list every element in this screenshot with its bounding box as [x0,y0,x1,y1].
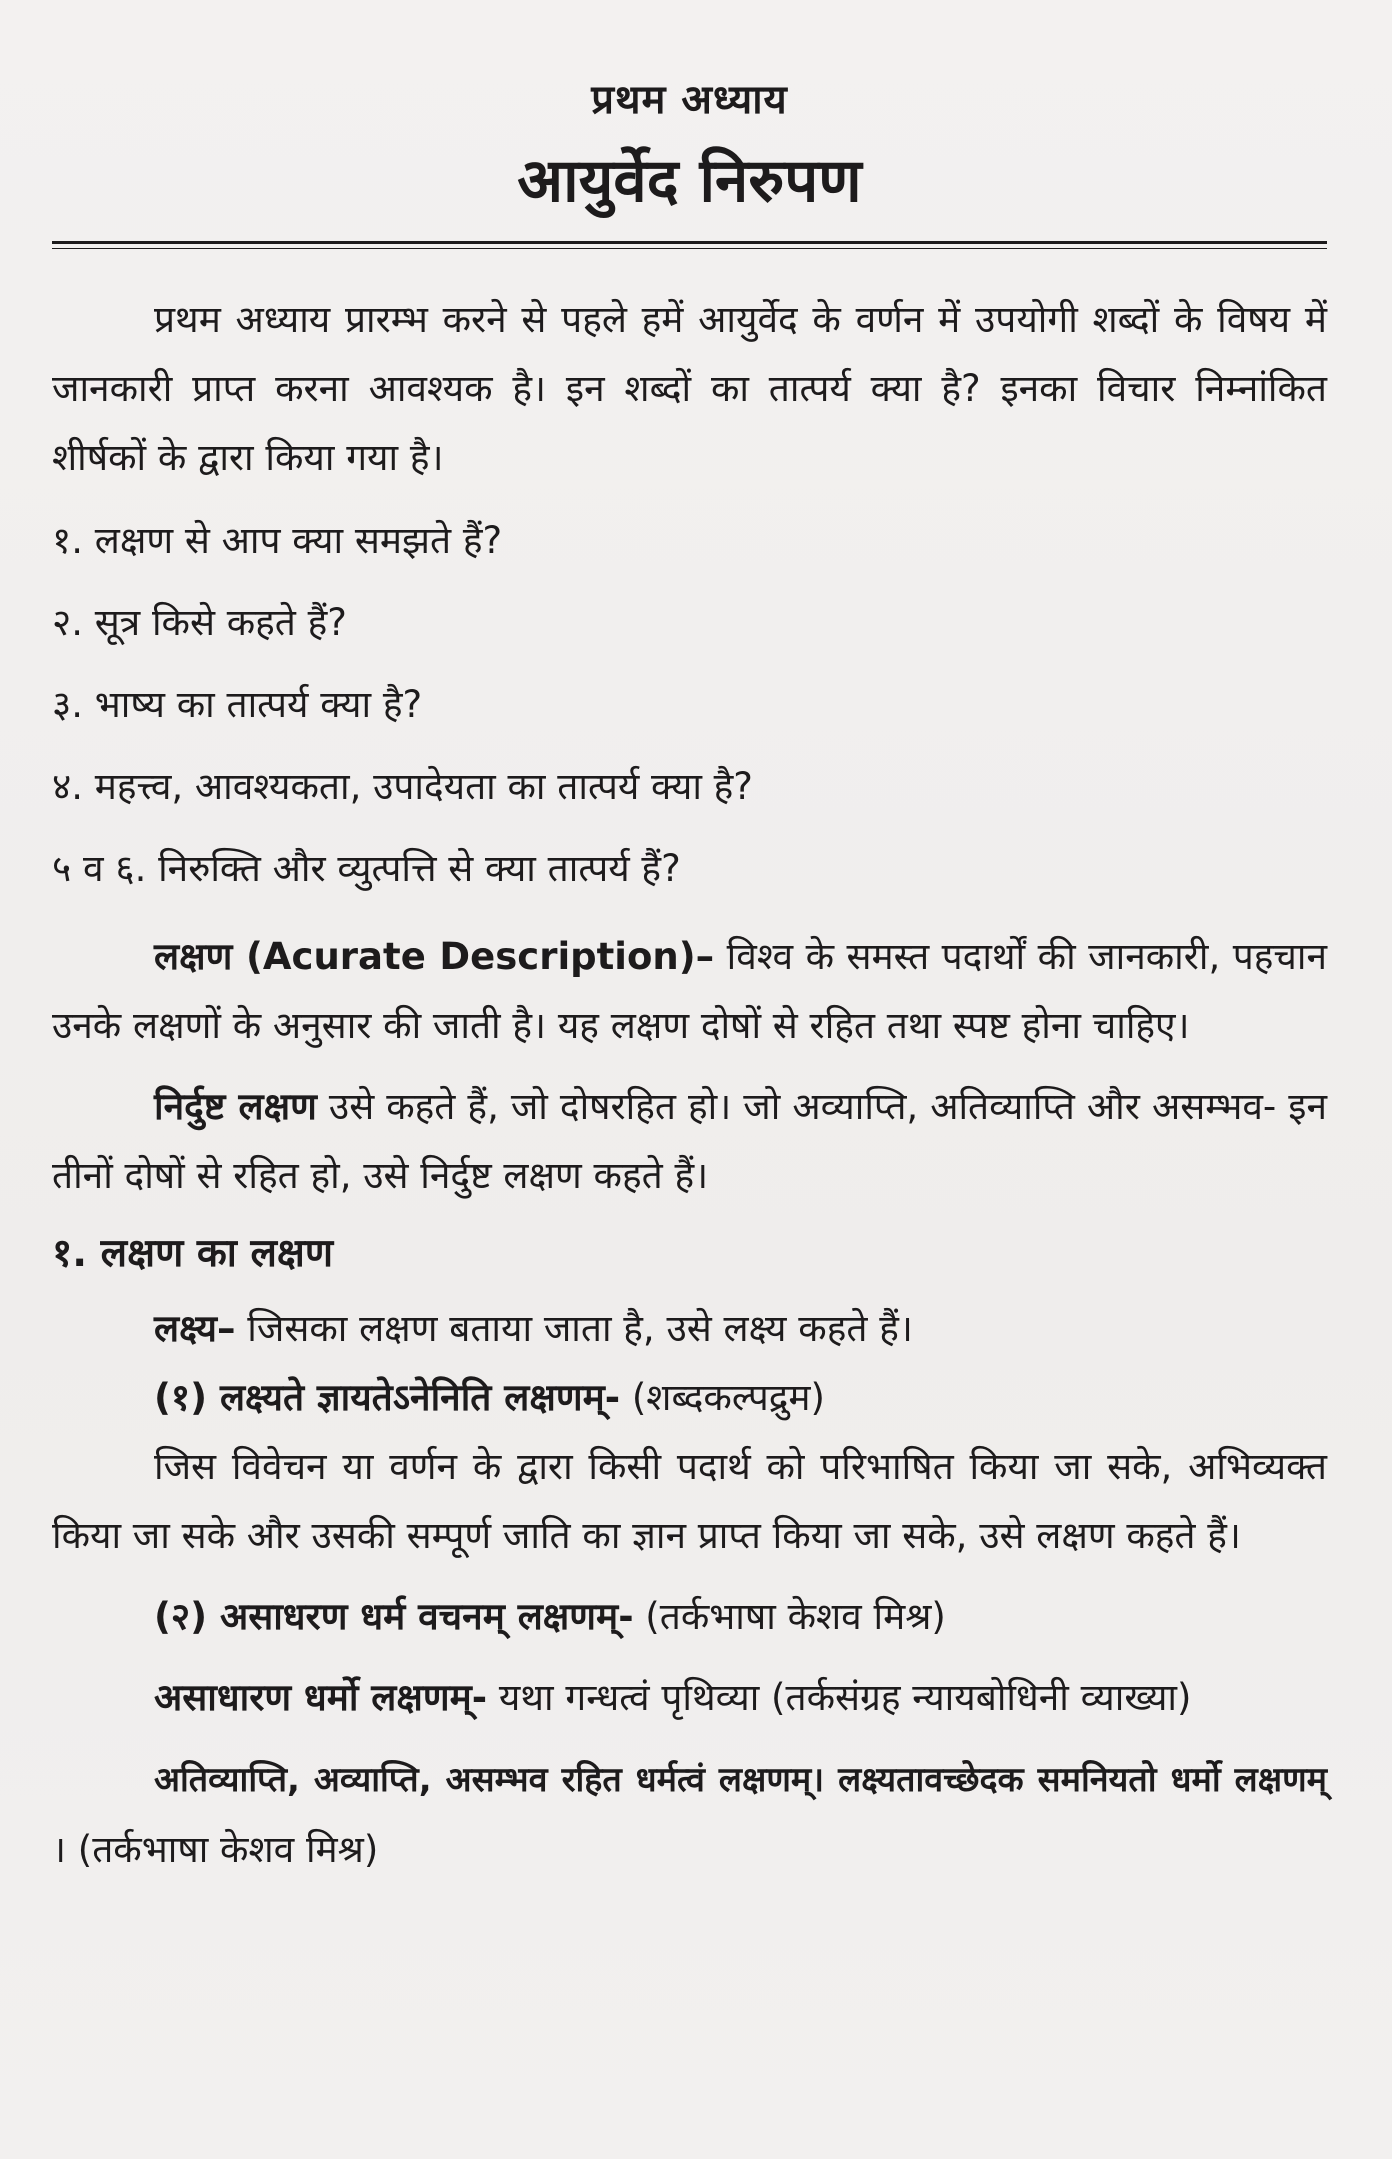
definition-1-explanation: जिस विवेचन या वर्णन के द्वारा किसी पदार्थ को परिभाषित किया जा सके, अभिव्यक्त किया जा सके और उसकी सम्पूर्ण जाति का ज्ञान प्राप्त किया जा सके, उसे लक्षण कहते हैं। [52,1445,1327,1557]
chapter-title: आयुर्वेद निरुपण [517,146,862,216]
definition-2-source: (तर्कभाषा केशव मिश्र) [633,1595,946,1638]
list-item: ५ व ६. निरुक्ति और व्युत्पत्ति से क्या तात्पर्य हैं? [52,847,681,890]
lakshya-definition [52,1294,1327,1363]
definition-2 [52,1582,1327,1651]
final-definition [52,1744,1327,1884]
lakshan-term: लक्षण (Acurate Description)– [154,935,715,978]
lakshan-text: विश्व के समस्त पदार्थों की जानकारी, पहचान उनके लक्षणों के अनुसार की जाती है। यह लक्षण दोषों से रहित तथा स्पष्ट होना चाहिए। [52,935,1327,1047]
definition-3-term: असाधारण धर्मो लक्षणम्- [154,1676,488,1719]
definition-3 [52,1663,1327,1732]
lakshya-text: जिसका लक्षण बताया जाता है, उसे लक्ष्य कहते हैं। [235,1307,913,1350]
list-item: २. सूत्र किसे कहते हैं? [52,601,347,644]
final-definition-source: । (तर्कभाषा केशव मिश्र) [52,1828,379,1871]
title-divider [52,241,1327,249]
nirdusht-definition [52,1072,1327,1210]
intro-paragraph: प्रथम अध्याय प्रारम्भ करने से पहले हमें आयुर्वेद के वर्णन में उपयोगी शब्दों के विषय में जानकारी प्राप्त करना आवश्यक है। इन शब्दों का तात्पर्य क्या है? इनका विचार निम्नांकित शीर्षकों के द्वारा किया गया है। [52,298,1327,479]
list-item: ४. महत्त्व, आवश्यकता, उपादेयता का तात्पर्य क्या है? [52,765,753,808]
final-definition-bold: अतिव्याप्ति, अव्याप्ति, असम्भव रहित धर्मत्वं लक्षणम्। लक्ष्यतावच्छेदक समनियतो धर्मो लक्षणम् [154,1760,1327,1800]
definition-1-source: (शब्दकल्पद्रुम) [620,1376,825,1419]
definition-1 [52,1363,1327,1432]
nirdusht-text: उसे कहते हैं, जो दोषरहित हो। जो अव्याप्ति, अतिव्याप्ति और असम्भव- इन तीनों दोषों से रहित हो, उसे निर्दुष्ट लक्षण कहते हैं। [52,1085,1327,1197]
definition-2-term: (२) असाधरण धर्म वचनम् लक्षणम्- [154,1595,634,1638]
definition-3-text: यथा गन्धत्वं पृथिव्या (तर्कसंग्रह न्यायबोधिनी व्याख्या) [487,1676,1192,1719]
list-item: १. लक्षण से आप क्या समझते हैं? [52,519,503,562]
question-list [52,500,1327,910]
lakshan-definition [52,922,1327,1060]
section-heading: १. लक्षण का लक्षण [52,1231,334,1276]
definition-1-term: (१) लक्ष्यते ज्ञायतेऽनेनिति लक्षणम्- [154,1376,621,1419]
list-item: ३. भाष्य का तात्पर्य क्या है? [52,683,423,726]
nirdusht-term: निर्दुष्ट लक्षण [154,1085,317,1128]
lakshya-term: लक्ष्य– [154,1307,236,1350]
chapter-label: प्रथम अध्याय [591,77,788,123]
